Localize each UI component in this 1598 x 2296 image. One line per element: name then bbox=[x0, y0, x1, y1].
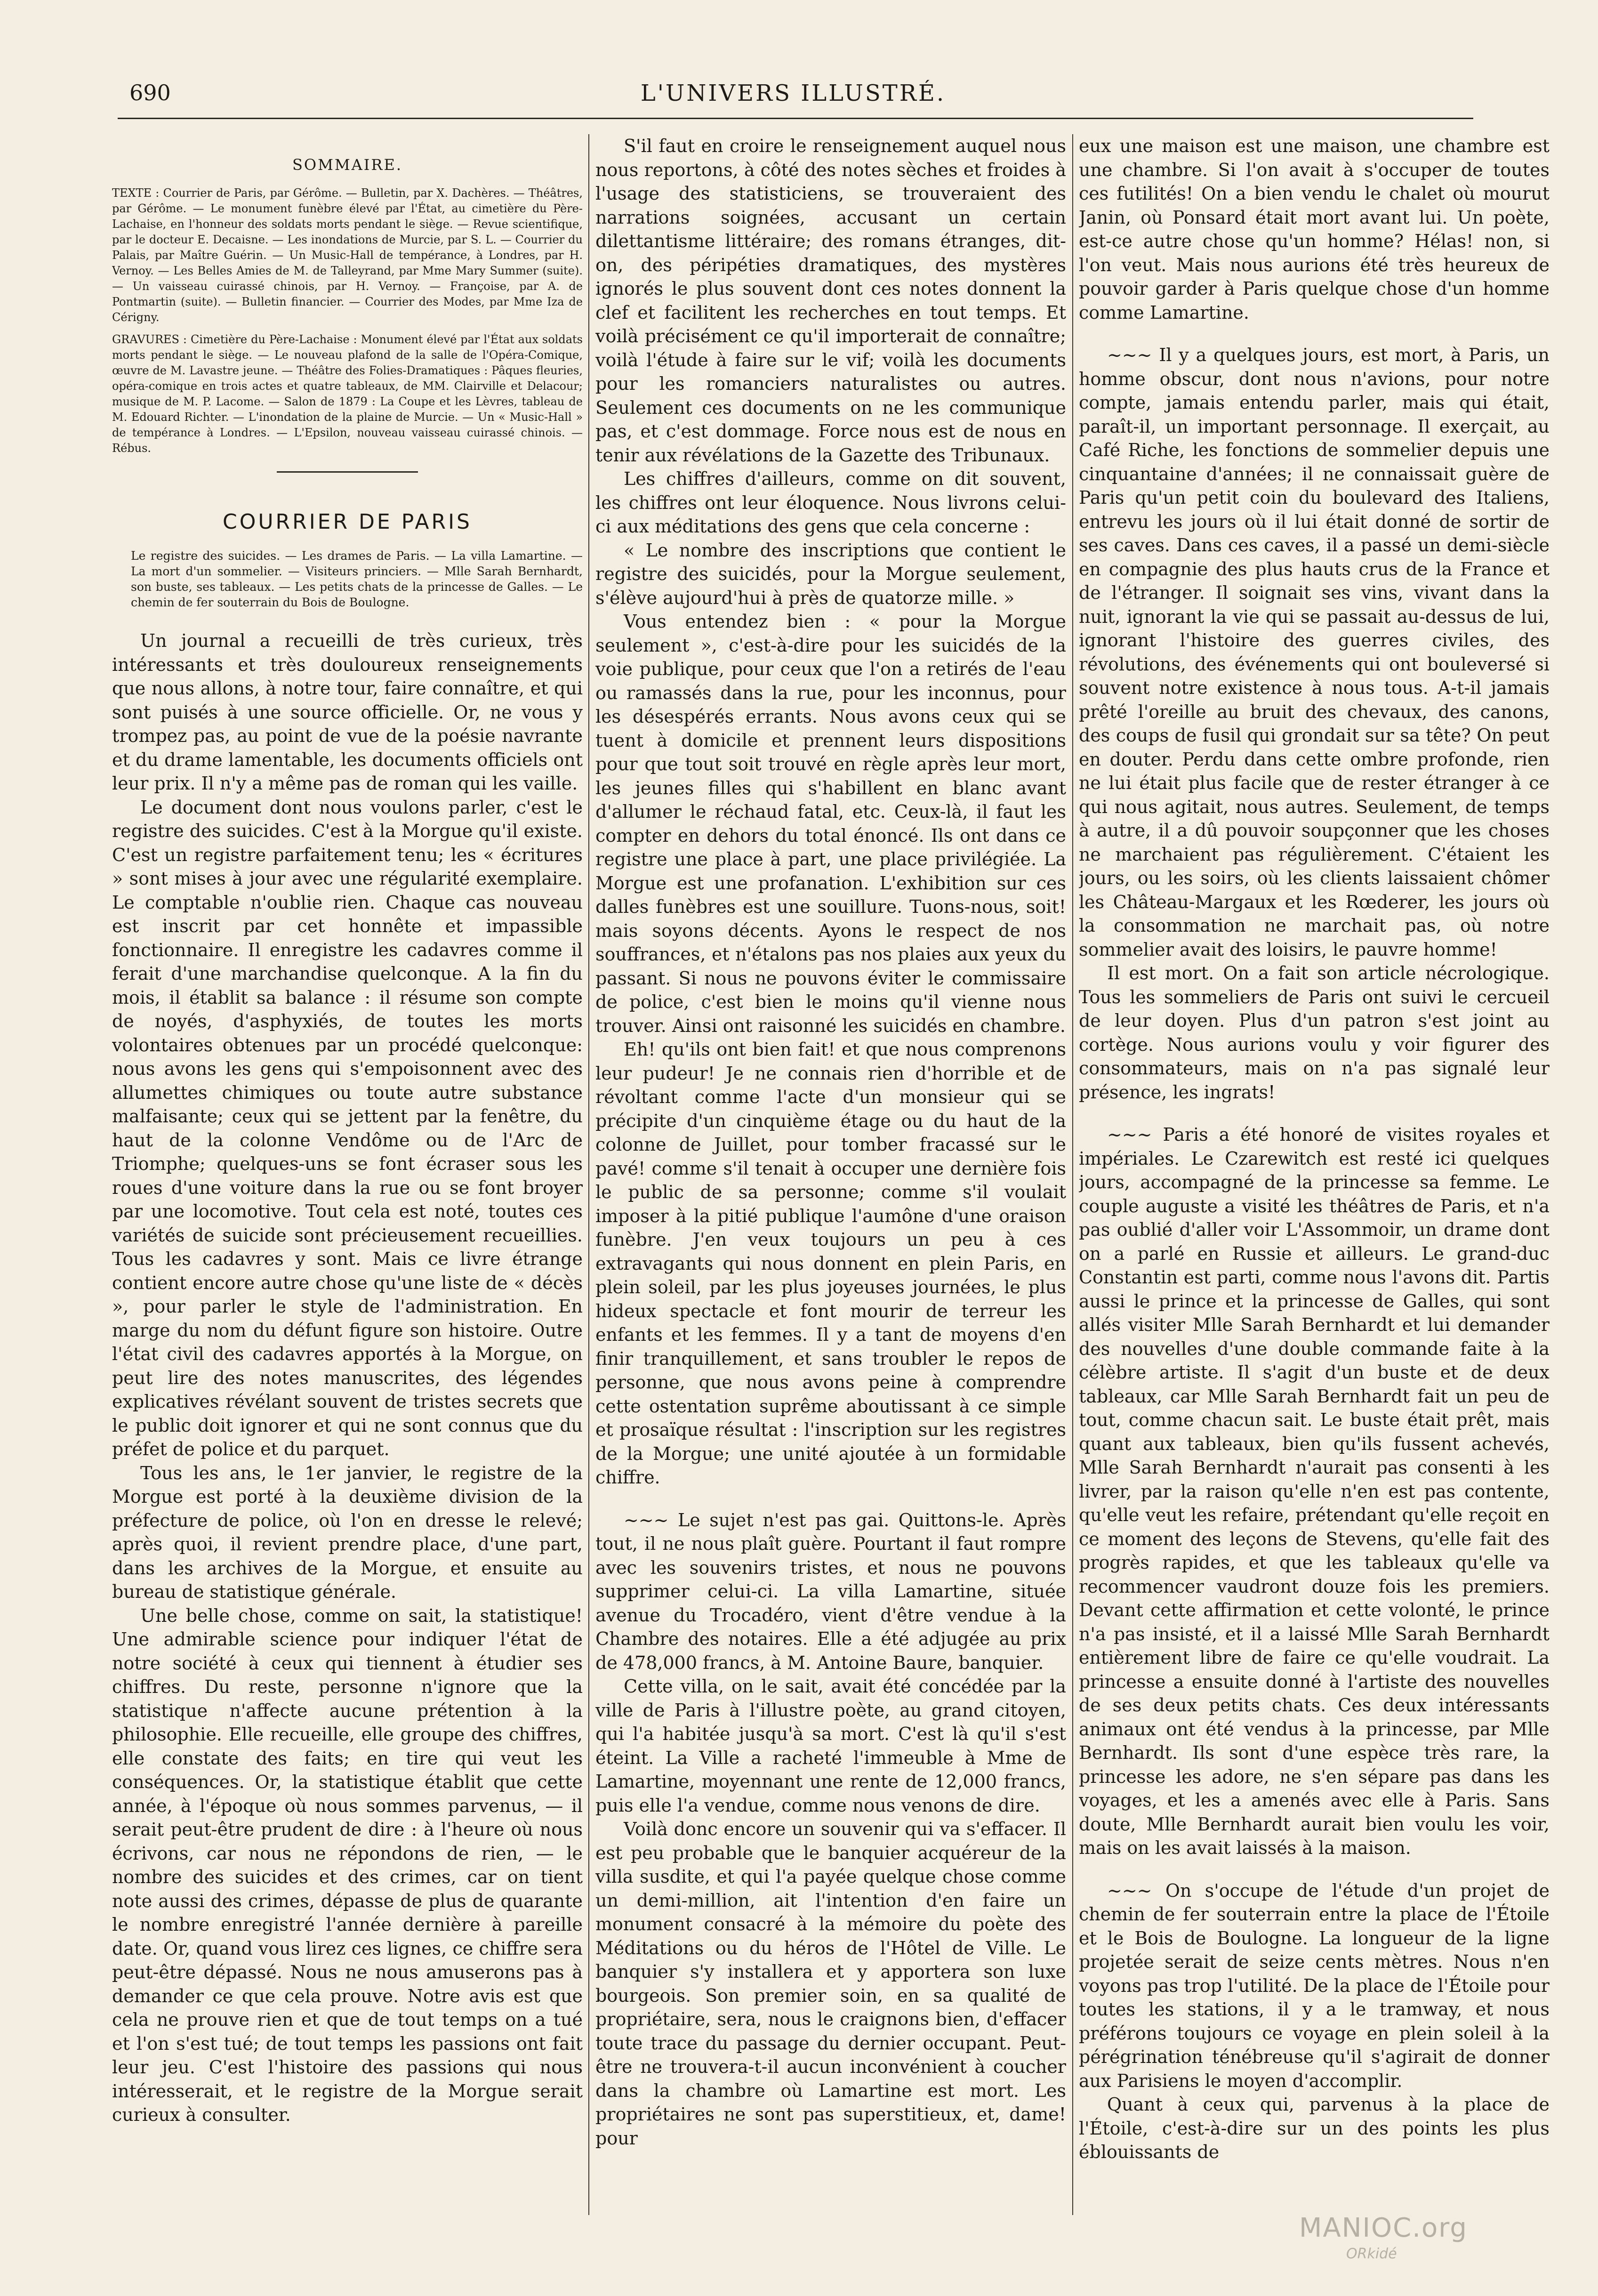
watermark-subtext: ORkidé bbox=[1346, 2246, 1397, 2262]
column-1 bbox=[112, 134, 583, 2215]
paragraph: Une belle chose, comme on sait, la statistique! Une admirable science pour indiquer l'état de notre société à ceux qui tiennent à étudier ses chiffres. Du reste, personne n'ignore que la statistique n'affecte aucune prétention à la philosophie. Elle recueille, elle groupe des chiffres, elle constate des faits; en tire qui veut les conséquences. Or, la statistique établit que cette année, à l'époque où nous sommes parvenus, — il serait peut-être prudent de dire : à l'heure où nous écrivons, car nous ne répondons de rien, — le nombre des suicides et des crimes, car on tient note aussi des crimes, dépasse de plus de quarante le nombre enregistré l'année dernière à pareille date. Or, quand vous lirez ces lignes, ce chiffre sera peut-être dépassé. Nous ne nous amuserons pas à demander ce que cela prouve. Notre avis est que cela ne prouve rien et que de tout temps on a tué et l'on s'est tué; de tout temps les passions ont fait leur jeu. C'est l'histoire des passions qui nous intéresserait, et le registre de la Morgue serait curieux à consulter. bbox=[112, 1605, 583, 2125]
article-title: COURRIER DE PARIS bbox=[222, 509, 472, 534]
watermark-text: MANIOC.org bbox=[1299, 2213, 1468, 2243]
paragraph: ~~~ Il y a quelques jours, est mort, à Paris, un homme obscur, dont nous n'avions, pour notre compte, jamais entendu parler, mais qui était, paraît-il, un important personnage. Il exerçait, au Café Riche, les fonctions de sommelier depuis une cinquantaine d'années; il ne connaissait guère de Paris qu'un petit coin du boulevard des Italiens, entrevu les jours où il lui était donné de sortir de ses caves. Dans ces caves, il a passé un demi-siècle en compagnie des plus hauts crus de la France et de l'étranger. Il soignait ses vins, vivant dans la nuit, ignorant la vie qui se passait au-dessus de lui, ignorant l'histoire des guerres civiles, des révolutions, des événements qui ont bouleversé si souvent notre existence à nous tous. A-t-il jamais prêté l'oreille au bruit des chevaux, des canons, des coups de fusil qui grondait sur sa tête? On peut en douter. Perdu dans cette ombre profonde, rien ne lui était plus facile que de rester étranger à ce qui nous agitait, nous autres. Seulement, de temps à autre, il a dû pouvoir soupçonner que les choses ne marchaient pas régulièrement. C'étaient les jours, ou les soirs, où les clients laissaient chômer les Château-Margaux et les Rœderer, les jours où la consommation ne marchait pas, où notre sommelier avait des loisirs, le pauvre homme! bbox=[1079, 345, 1550, 960]
section-rule bbox=[277, 471, 418, 473]
paragraph: Quant à ceux qui, parvenus à la place de l'Étoile, c'est-à-dire sur un des points les plus éblouissants de bbox=[1079, 2094, 1550, 2162]
paragraph: Les chiffres d'ailleurs, comme on dit souvent, les chiffres ont leur éloquence. Nous livrons celui-ci aux méditations des gens que cela concerne : bbox=[595, 468, 1066, 537]
column-divider bbox=[1072, 134, 1073, 2215]
paragraph: S'il faut en croire le renseignement auquel nous nous reportons, à côté des notes sèches et froides à l'usage des statisticiens, se trouveraient des narrations soignées, accusant un certain dilettantisme littéraire; des romans étranges, dit-on, des péripéties dramatiques, des mystères ignorés le plus souvent dont ces notes donnent la clef et facilitent les recherches en tout temps. Et voilà précisément ce qu'il importerait de connaître; voilà l'étude à faire sur le vif; voilà les documents pour les romanciers naturalistes ou autres. Seulement ces documents on ne les communique pas, et c'est dommage. Force nous est de nous en tenir aux révélations de la Gazette des Tribunaux. bbox=[595, 136, 1066, 466]
header-rule bbox=[118, 118, 1473, 119]
journal-title: L'UNIVERS ILLUSTRÉ. bbox=[640, 80, 946, 106]
sommaire-title: SOMMAIRE. bbox=[292, 156, 403, 174]
page-number: 690 bbox=[129, 80, 171, 105]
paragraph: Eh! qu'ils ont bien fait! et que nous comprenons leur pudeur! Je ne connais rien d'horrible et de révoltant comme l'acte d'un monsieur qui se précipite d'un cinquième étage ou du haut de la colonne de Juillet, pour tomber fracassé sur le pavé! comme s'il tenait à occuper une dernière fois le public de sa personne; comme s'il voulait imposer à la pitié publique l'aumône d'une oraison funèbre. J'en veux toujours un peu à ces extravagants qui nous donnent en plein Paris, en plein soleil, par les plus joyeuses journées, le plus hideux spectacle et font mourir de terreur les enfants et les femmes. Il y a tant de moyens d'en finir tranquillement, et sans troubler le repos de personne, que nous avons peine à comprendre cette ostentation suprême aboutissant à ce simple et prosaïque résultat : l'inscription sur les registres de la Morgue; une unité ajoutée à un formidable chiffre. bbox=[595, 1039, 1066, 1488]
paragraph: Il est mort. On a fait son article nécrologique. Tous les sommeliers de Paris ont suivi le cercueil de leur doyen. Plus d'un patron s'est joint au cortège. Nous aurions voulu y voir figurer des consommateurs, mais on n'a pas signalé leur présence, les ingrats! bbox=[1079, 963, 1550, 1103]
paragraph: ~~~ Paris a été honoré de visites royales et impériales. Le Czarewitch est resté ici quelques jours, accompagné de la princesse sa femme. Le couple auguste a visité les théâtres de Paris, et n'a pas oublié d'aller voir L'Assommoir, un drame dont on a parlé en Russie et ailleurs. Le grand-duc Constantin est parti, comme nous l'avons dit. Partis aussi le prince et la princesse de Galles, qui sont allés visiter Mlle Sarah Bernhardt et lui demander des nouvelles d'une double commande faite à la célèbre artiste. Il s'agit d'un buste et de deux tableaux, car Mlle Sarah Bernhardt fait un peu de tout, comme chacun sait. Le buste était prêt, mais quant aux tableaux, bien qu'ils fussent achevés, Mlle Sarah Bernhardt n'aurait pas consenti à les livrer, par la raison qu'elle n'en est pas contente, qu'elle veut les refaire, prétendant qu'elle reçoit en ce moment des leçons de Stevens, qu'elle fait des progrès rapides, et que les tableaux qu'elle va recommencer vaudront douze fois les premiers. Devant cette affirmation et cette volonté, le prince n'a pas insisté, et il a laissé Mlle Sarah Bernhardt entièrement libre de faire ce qu'elle voudrait. La princesse a ensuite donné à l'artiste des nouvelles de ses deux petits chats. Ces deux intéressants animaux ont été vendus à la princesse, par Mlle Bernhardt. Ils sont d'une espèce très rare, la princesse les adore, ne s'en sépare pas dans les voyages, et les a amenés avec elle à Paris. Sans doute, Mlle Bernhardt aurait bien voulu les voir, mais on les avait laissés à la maison. bbox=[1079, 1124, 1550, 1858]
sommaire-texte: TEXTE : Courrier de Paris, par Gérôme. — Bulletin, par X. Dachères. — Théâtres, par Gérôme. — Le monument funèbre élevé par l'État, au cimetière du Père-Lachaise, en l'honneur des soldats morts pendant le siège. — Revue scientifique, par le docteur E. Decaisne. — Les inondations de Murcie, par S. L. — Courrier du Palais, par Maître Guérin. — Un Music-Hall de tempérance, à Londres, par H. Vernoy. — Les Belles Amies de M. de Talleyrand, par Mme Mary Summer (suite). — Un vaisseau cuirassé chinois, par H. Vernoy. — Françoise, par A. de Pontmartin (suite). — Bulletin financier. — Courrier des Modes, par Mme Iza de Cérigny. bbox=[112, 186, 583, 324]
paragraph: Voilà donc encore un souvenir qui va s'effacer. Il est peu probable que le banquier acquéreur de la villa susdite, et qui l'a payée quelque chose comme un demi-million, ait l'intention d'en faire un monument consacré à la mémoire du poète des Méditations ou du héros de l'Hôtel de Ville. Le banquier s'y installera et y apportera son luxe bourgeois. Son premier soin, en sa qualité de propriétaire, sera, nous le craignons bien, d'effacer toute trace du passage du dernier occupant. Peut-être ne trouvera-t-il aucun inconvénient à coucher dans la chambre où Lamartine est mort. Les propriétaires ne sont pas superstitieux, et, dame! pour bbox=[595, 1819, 1066, 2149]
paragraph: Un journal a recueilli de très curieux, très intéressants et très douloureux renseignements que nous allons, à notre tour, faire connaître, et qui sont puisés à une source officielle. Or, ne vous y trompez pas, au point de vue de la poésie navrante et du drame lamentable, les documents officiels ont leur prix. Il n'y a même pas de roman qui les vaille. bbox=[112, 630, 583, 794]
paragraph: Cette villa, on le sait, avait été concédée par la ville de Paris à l'illustre poète, au grand citoyen, qui l'a habitée jusqu'à sa mort. C'est là qu'il s'est éteint. La Ville a racheté l'immeuble à Mme de Lamartine, moyennant une rente de 12,000 francs, puis elle l'a vendue, comme nous venons de dire. bbox=[595, 1676, 1066, 1816]
paragraph: Tous les ans, le 1er janvier, le registre de la Morgue est porté à la deuxième division de la préfecture de police, où l'on en dresse le relevé; après quoi, il revient prendre place, d'une part, dans les archives de la Morgue, et ensuite au bureau de statistique générale. bbox=[112, 1462, 583, 1602]
column-3 bbox=[1079, 134, 1550, 2215]
page-header bbox=[111, 80, 1476, 113]
paragraph: eux une maison est une maison, une chambre est une chambre. Si l'on avait à s'occuper de toutes ces futilités! On a bien vendu le chalet où mourut Janin, où Ponsard était mort avant lui. Un poète, est-ce autre chose qu'un homme? Hélas! non, si l'on veut. Mais nous aurions été très heureux de pouvoir garder à Paris quelque chose d'un homme comme Lamartine. bbox=[1079, 136, 1550, 323]
paragraph: ~~~ On s'occupe de l'étude d'un projet de chemin de fer souterrain entre la place de l'Étoile et le Bois de Boulogne. La longueur de la ligne projetée serait de seize cents mètres. Nous n'en voyons pas trop l'utilité. De la place de l'Étoile pour toutes les stations, il y a le tramway, et nous préférons toujours ce voyage en plein soleil à la pérégrination ténébreuse qu'il s'agirait de donner aux Parisiens le moyen d'accomplir. bbox=[1079, 1880, 1550, 2091]
paragraph: « Le nombre des inscriptions que contient le registre des suicidés, pour la Morgue seulement, s'élève aujourd'hui à près de quatorze mille. » bbox=[595, 540, 1066, 608]
paragraph: ~~~ Le sujet n'est pas gai. Quittons-le. Après tout, il ne nous plaît guère. Pourtant il faut rompre avec les souvenirs tristes, et nous ne pouvons supprimer celui-ci. La villa Lamartine, située avenue du Trocadéro, vient d'être vendue à la Chambre des notaires. Elle a été adjugée au prix de 478,000 francs, à M. Antoine Baure, banquier. bbox=[595, 1509, 1066, 1673]
column-divider bbox=[588, 134, 589, 2215]
paragraph: Vous entendez bien : « pour la Morgue seulement », c'est-à-dire pour les suicidés de la voie publique, pour ceux que l'on a retirés de l'eau ou ramassés dans la rue, pour les inconnus, pour les désespérés errants. Nous avons ceux qui se tuent à domicile et prennent leurs dispositions pour que tout soit trouvé en règle après leur mort, les jeunes filles qui s'habillent en blanc avant d'allumer le réchaud fatal, etc. Ceux-là, il faut les compter en dehors du total énoncé. Ils ont dans ce registre une place à part, une place privilégiée. La Morgue est une profanation. L'exhibition sur ces dalles funèbres est une souillure. Tuons-nous, soit! mais soyons décents. Ayons le respect de nos souffrances, et n'étalons pas nos plaies aux yeux du passant. Si nous ne pouvons éviter le commissaire de police, c'est bien le moins qu'il vienne nous trouver. Ainsi ont raisonné les suicidés en chambre. bbox=[595, 611, 1066, 1036]
column-2 bbox=[595, 134, 1066, 2215]
paragraph: Le document dont nous voulons parler, c'est le registre des suicides. C'est à la Morgue qu'il existe. C'est un registre parfaitement tenu; les « écritures » sont mises à jour avec une régularité exemplaire. Le comptable n'oublie rien. Chaque cas nouveau est inscrit par cet honnête et impassible fonctionnaire. Il enregistre les cadavres comme il ferait d'une marchandise quelconque. A la fin du mois, il établit sa balance : il résume son compte de noyés, d'asphyxiés, de toutes les morts volontaires obtenues par un procédé quelconque: nous avons les gens qui s'empoisonnent avec des allumettes chimiques ou toute autre substance malfaisante; ceux qui se jettent par la fenêtre, du haut de la colonne Vendôme ou de l'Arc de Triomphe; quelques-uns se font écraser sous les roues d'une voiture dans la rue ou se font broyer par une locomotive. Tout cela est noté, toutes ces variétés de suicide sont précieusement recueillies. Tous les cadavres y sont. Mais ce livre étrange contient encore autre chose qu'une liste de « décès », pour parler le style de l'administration. En marge du nom du défunt figure son histoire. Outre l'état civil des cadavres apportés à la Morgue, on peut lire des notes manuscrites, des légendes explicatives révélant souvent de tristes secrets que le public doit ignorer et qui ne sont connus que du préfet de police et du parquet. bbox=[112, 797, 583, 1459]
article-summary: Le registre des suicides. — Les drames de Paris. — La villa Lamartine. — La mort d'un sommelier. — Visiteurs princiers. — Mlle Sarah Bernhardt, son buste, ses tableaux. — Les petits chats de la princesse de Galles. — Le chemin de fer souterrain du Bois de Boulogne. bbox=[131, 549, 583, 609]
sommaire-gravures: GRAVURES : Cimetière du Père-Lachaise : Monument élevé par l'État aux soldats morts pendant le siège. — Le nouveau plafond de la salle de l'Opéra-Comique, œuvre de M. Lavastre jeune. — Théâtre des Folies-Dramatiques : Pâques fleuries, opéra-comique en trois actes et quatre tableaux, de MM. Clairville et Delacour; musique de M. P. Lacome. — Salon de 1879 : La Coupe et les Lèvres, tableau de M. Edouard Richter. — L'inondation de la plaine de Murcie. — Un « Music-Hall » de tempérance à Londres. — L'Epsilon, nouveau vaisseau cuirassé chinois. — Rébus. bbox=[112, 332, 583, 455]
